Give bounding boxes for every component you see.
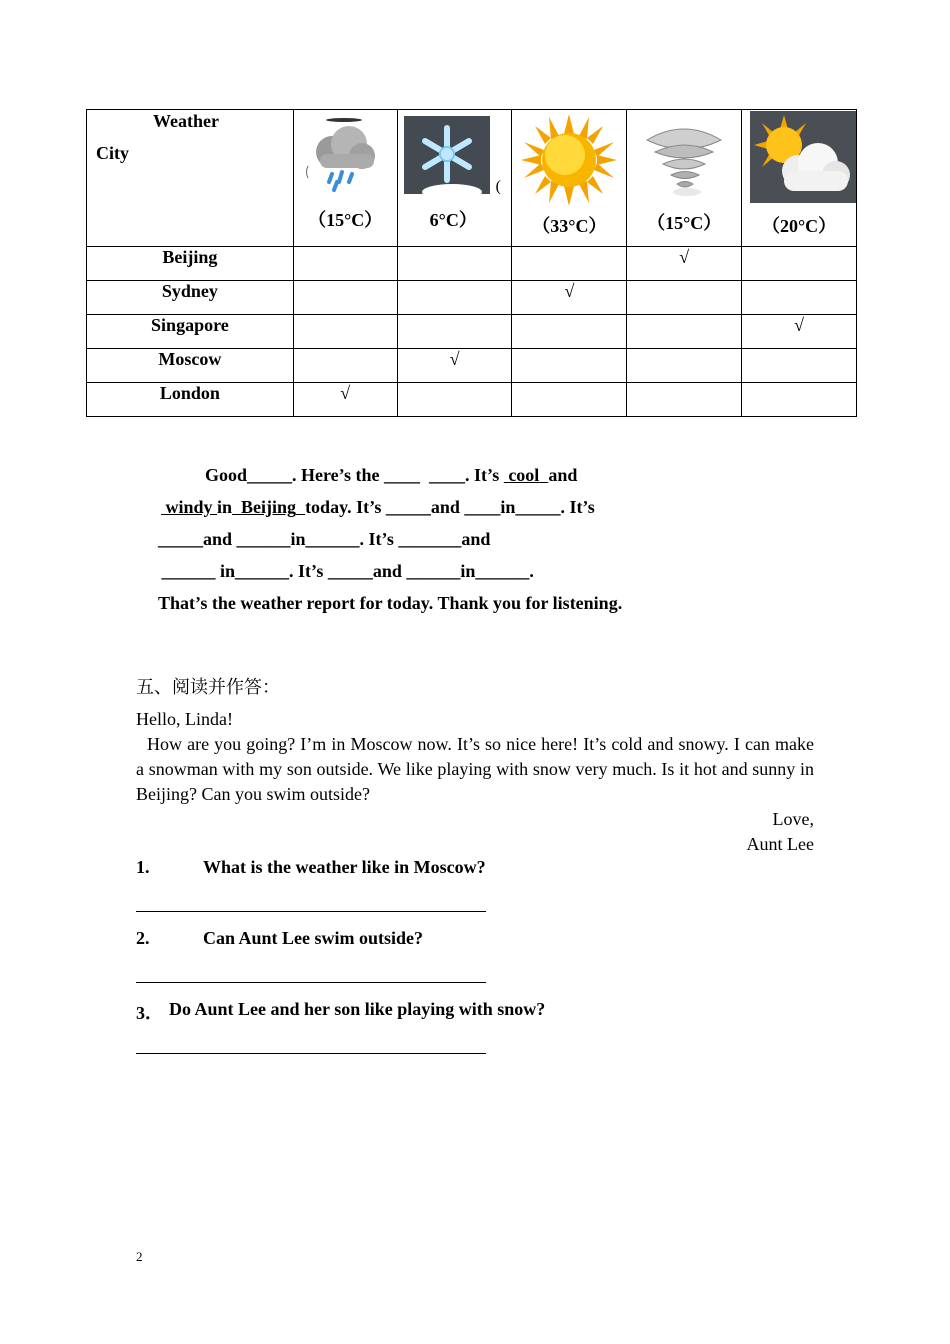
mark-cell (512, 349, 627, 383)
report-text: Good_____. Here’s the ____ ____. It’s (205, 465, 504, 485)
answer-windy (161, 497, 217, 517)
mark-cell: √ (397, 349, 512, 383)
city-cell: London (87, 383, 294, 417)
sun-icon (519, 112, 619, 208)
city-cell: Singapore (87, 315, 294, 349)
report-line-2 (161, 491, 595, 523)
report-text: in (217, 497, 233, 517)
letter-greeting: Hello, Linda! (136, 709, 233, 729)
answer-line-1[interactable] (136, 911, 486, 912)
report-text: today. It’s _____and ____in_____. It’s (305, 497, 595, 517)
mark-cell: √ (627, 247, 742, 281)
mark-cell (742, 349, 857, 383)
letter-signature: Aunt Lee (746, 834, 814, 854)
answer-cool-text: cool (508, 465, 540, 485)
mark-cell (397, 281, 512, 315)
rain-cloud-icon (304, 114, 384, 194)
temp-sun: （33°C） (532, 216, 607, 236)
mark-cell (397, 315, 512, 349)
table-row (87, 383, 857, 417)
table-row (87, 315, 857, 349)
stray-paren: ( (495, 178, 501, 195)
mark-cell (742, 247, 857, 281)
answer-beijing-text: Beijing (241, 497, 297, 517)
temp-wind: （15°C） (647, 213, 722, 233)
column-wind (627, 110, 742, 247)
temp-cloudy: （20°C） (761, 216, 837, 236)
mark-cell (512, 315, 627, 349)
wind-icon (639, 118, 729, 198)
mark-cell (627, 281, 742, 315)
mark-cell (397, 247, 512, 281)
question-2-text: Can Aunt Lee swim outside? (203, 928, 424, 948)
question-1-number: 1. (136, 857, 150, 877)
letter-closing: Love, (772, 809, 814, 829)
city-cell: Moscow (87, 349, 294, 383)
mark-cell (293, 247, 397, 281)
column-snow (397, 110, 512, 247)
mark-cell: √ (742, 315, 857, 349)
answer-line-3[interactable] (136, 1053, 486, 1054)
header-weather: Weather (153, 111, 219, 131)
mark-cell (397, 383, 512, 417)
temp-rain: （15°C） (308, 210, 383, 230)
mark-cell (293, 315, 397, 349)
mark-cell (512, 247, 627, 281)
answer-line-2[interactable] (136, 982, 486, 983)
section-title: 五、阅读并作答： (136, 677, 280, 698)
report-line-4: ______ in______. It’s _____and ______in______. (157, 561, 534, 581)
mark-cell (742, 383, 857, 417)
answer-cool (504, 465, 549, 485)
mark-cell (627, 315, 742, 349)
table-row (87, 247, 857, 281)
temp-snow: 6°C） (429, 210, 477, 230)
city-cell: Beijing (87, 247, 294, 281)
question-1-text: What is the weather like in Moscow? (203, 857, 486, 877)
answer-windy-text: windy (165, 497, 213, 517)
mark-cell (742, 281, 857, 315)
city-cell: Sydney (87, 281, 294, 315)
snowflake-icon (404, 116, 490, 196)
question-3-text: Do Aunt Lee and her son like playing with snow? (169, 999, 546, 1019)
report-line-1 (205, 459, 577, 491)
report-line-3: _____and ______in______. It’s _______and (158, 529, 491, 549)
mark-cell: √ (512, 281, 627, 315)
letter-body: How are you going? I’m in Moscow now. It’s so nice here! It’s cold and snowy. I can make a snowman with my son outside. We like playing with snow very much. Is it hot and sunny in Beijing? Can you swim outside? (136, 734, 814, 804)
table-row (87, 349, 857, 383)
column-rain (293, 110, 397, 247)
header-city: City (96, 143, 129, 163)
page-number: 2 (136, 1249, 143, 1264)
mark-cell (293, 349, 397, 383)
weather-table (86, 109, 857, 417)
mark-cell (512, 383, 627, 417)
corner-cell (87, 110, 294, 247)
report-closing: That’s the weather report for today. Thank you for listening. (158, 593, 623, 613)
mark-cell (627, 349, 742, 383)
question-3-number: 3． (136, 1003, 163, 1023)
mark-cell (627, 383, 742, 417)
sun-cloud-icon (750, 111, 856, 203)
column-sun (512, 110, 627, 247)
answer-beijing (232, 497, 305, 517)
question-2-number: 2. (136, 928, 150, 948)
mark-cell: √ (293, 383, 397, 417)
mark-cell (293, 281, 397, 315)
report-text: and (548, 465, 578, 485)
table-row (87, 281, 857, 315)
column-cloudy (742, 110, 857, 247)
